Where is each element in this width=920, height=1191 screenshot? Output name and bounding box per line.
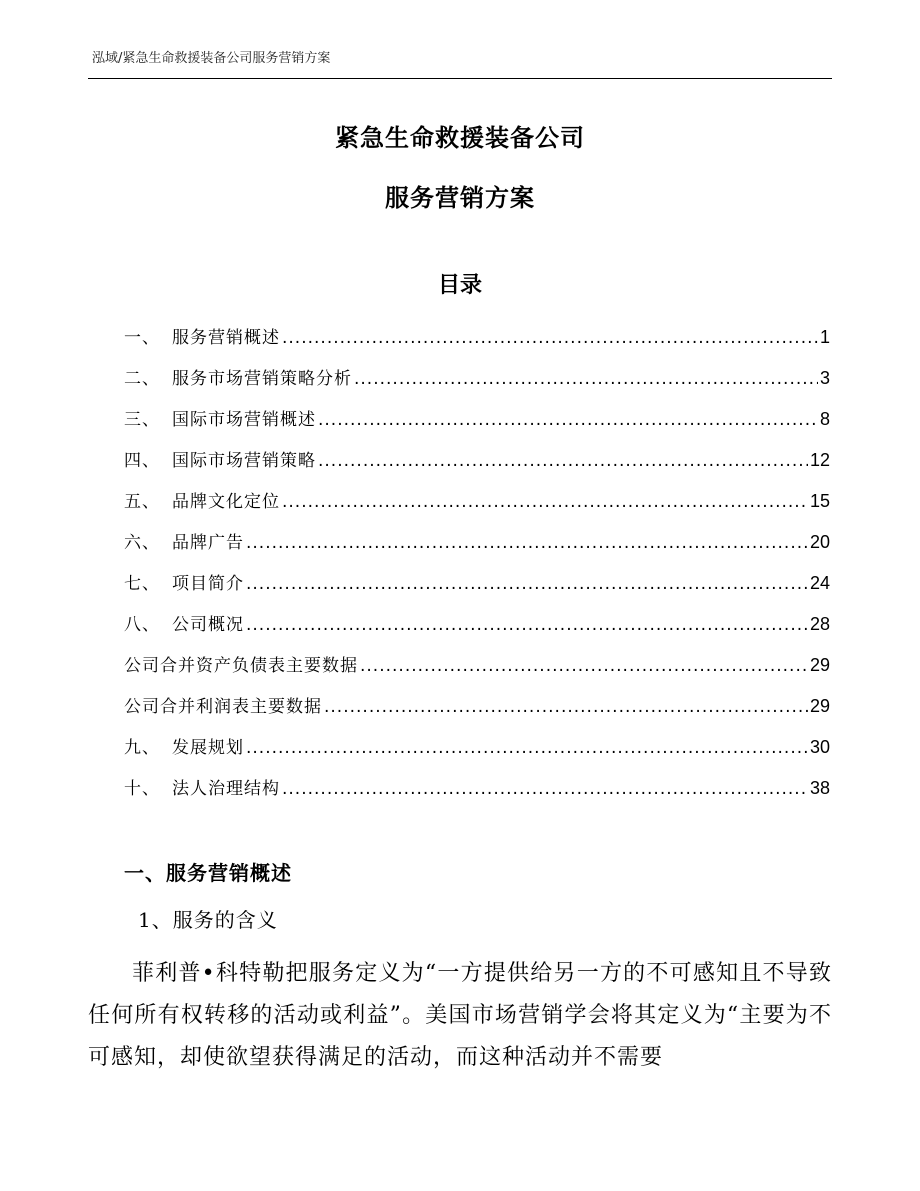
toc-entry-page: 20 [809, 532, 830, 552]
toc-leader-dots [282, 323, 818, 353]
toc-entry-page: 29 [809, 655, 830, 675]
toc-entry-label: 公司合并资产负债表主要数据 [124, 656, 358, 676]
toc-entry[interactable] [124, 732, 830, 773]
toc-entry-label: 法人治理结构 [172, 779, 280, 799]
toc-leader-dots [246, 528, 808, 558]
toc-entry-page: 30 [809, 737, 830, 757]
toc-entry-label: 服务营销概述 [172, 328, 280, 348]
toc-entry-number: 二、 [124, 369, 160, 389]
toc-entry[interactable] [124, 650, 830, 691]
toc-entry-label: 公司合并利润表主要数据 [124, 697, 322, 717]
toc-entry-number: 九、 [124, 738, 160, 758]
toc-leader-dots [354, 364, 818, 394]
subsection-heading: 1、服务的含义 [138, 908, 278, 932]
toc-entry[interactable] [124, 322, 830, 363]
toc-entry[interactable] [124, 404, 830, 445]
toc-entry[interactable] [124, 568, 830, 609]
toc-entry-page: 28 [809, 614, 830, 634]
toc-entry-page: 8 [819, 409, 830, 429]
toc-entry[interactable] [124, 609, 830, 650]
toc-leader-dots [282, 487, 808, 517]
toc-entry-label: 国际市场营销概述 [172, 410, 316, 430]
toc-entry-number: 八、 [124, 615, 160, 635]
document-subtitle: 服务营销方案 [385, 184, 535, 212]
toc-entry[interactable] [124, 527, 830, 568]
toc-leader-dots [246, 733, 808, 763]
toc-entry[interactable] [124, 486, 830, 527]
toc-entry-number: 三、 [124, 410, 160, 430]
toc-entry-label: 国际市场营销策略 [172, 451, 316, 471]
toc-entry-number: 六、 [124, 533, 160, 553]
toc-entry[interactable] [124, 445, 830, 486]
toc-entry-number: 十、 [124, 779, 160, 799]
toc-leader-dots [246, 610, 808, 640]
section-heading: 一、服务营销概述 [124, 861, 292, 885]
document-title: 紧急生命救援装备公司 [335, 124, 585, 152]
table-of-contents [124, 322, 830, 814]
toc-entry-number: 一、 [124, 328, 160, 348]
toc-entry-label: 服务市场营销策略分析 [172, 369, 352, 389]
toc-entry-number: 四、 [124, 451, 160, 471]
toc-entry-label: 项目简介 [172, 574, 244, 594]
toc-entry-page: 3 [819, 368, 830, 388]
body-paragraph: 菲利普•科特勒把服务定义为“一方提供给另一方的不可感知且不导致任何所有权转移的活动或利益”。美国市场营销学会将其定义为“主要为不可感知，却使欲望获得满足的活动，而这种活动并不需要 [88, 961, 832, 1070]
toc-leader-dots [282, 774, 808, 804]
toc-entry[interactable] [124, 363, 830, 404]
header-divider [88, 78, 832, 79]
toc-leader-dots [360, 651, 808, 681]
toc-entry-page: 38 [809, 778, 830, 798]
toc-entry-page: 29 [809, 696, 830, 716]
toc-entry-label: 发展规划 [172, 738, 244, 758]
running-header: 泓域/紧急生命救援装备公司服务营销方案 [92, 51, 331, 66]
toc-leader-dots [318, 405, 818, 435]
toc-entry-page: 12 [809, 450, 830, 470]
toc-heading: 目录 [437, 273, 482, 298]
toc-entry-page: 1 [819, 327, 830, 347]
toc-entry-label: 公司概况 [172, 615, 244, 635]
toc-leader-dots [324, 692, 808, 722]
toc-entry-page: 15 [809, 491, 830, 511]
toc-entry-label: 品牌广告 [172, 533, 244, 553]
toc-entry-label: 品牌文化定位 [172, 492, 280, 512]
toc-entry[interactable] [124, 691, 830, 732]
toc-entry[interactable] [124, 773, 830, 814]
toc-entry-number: 七、 [124, 574, 160, 594]
toc-entry-number: 五、 [124, 492, 160, 512]
toc-leader-dots [246, 569, 808, 599]
toc-leader-dots [318, 446, 808, 476]
toc-entry-page: 24 [809, 573, 830, 593]
